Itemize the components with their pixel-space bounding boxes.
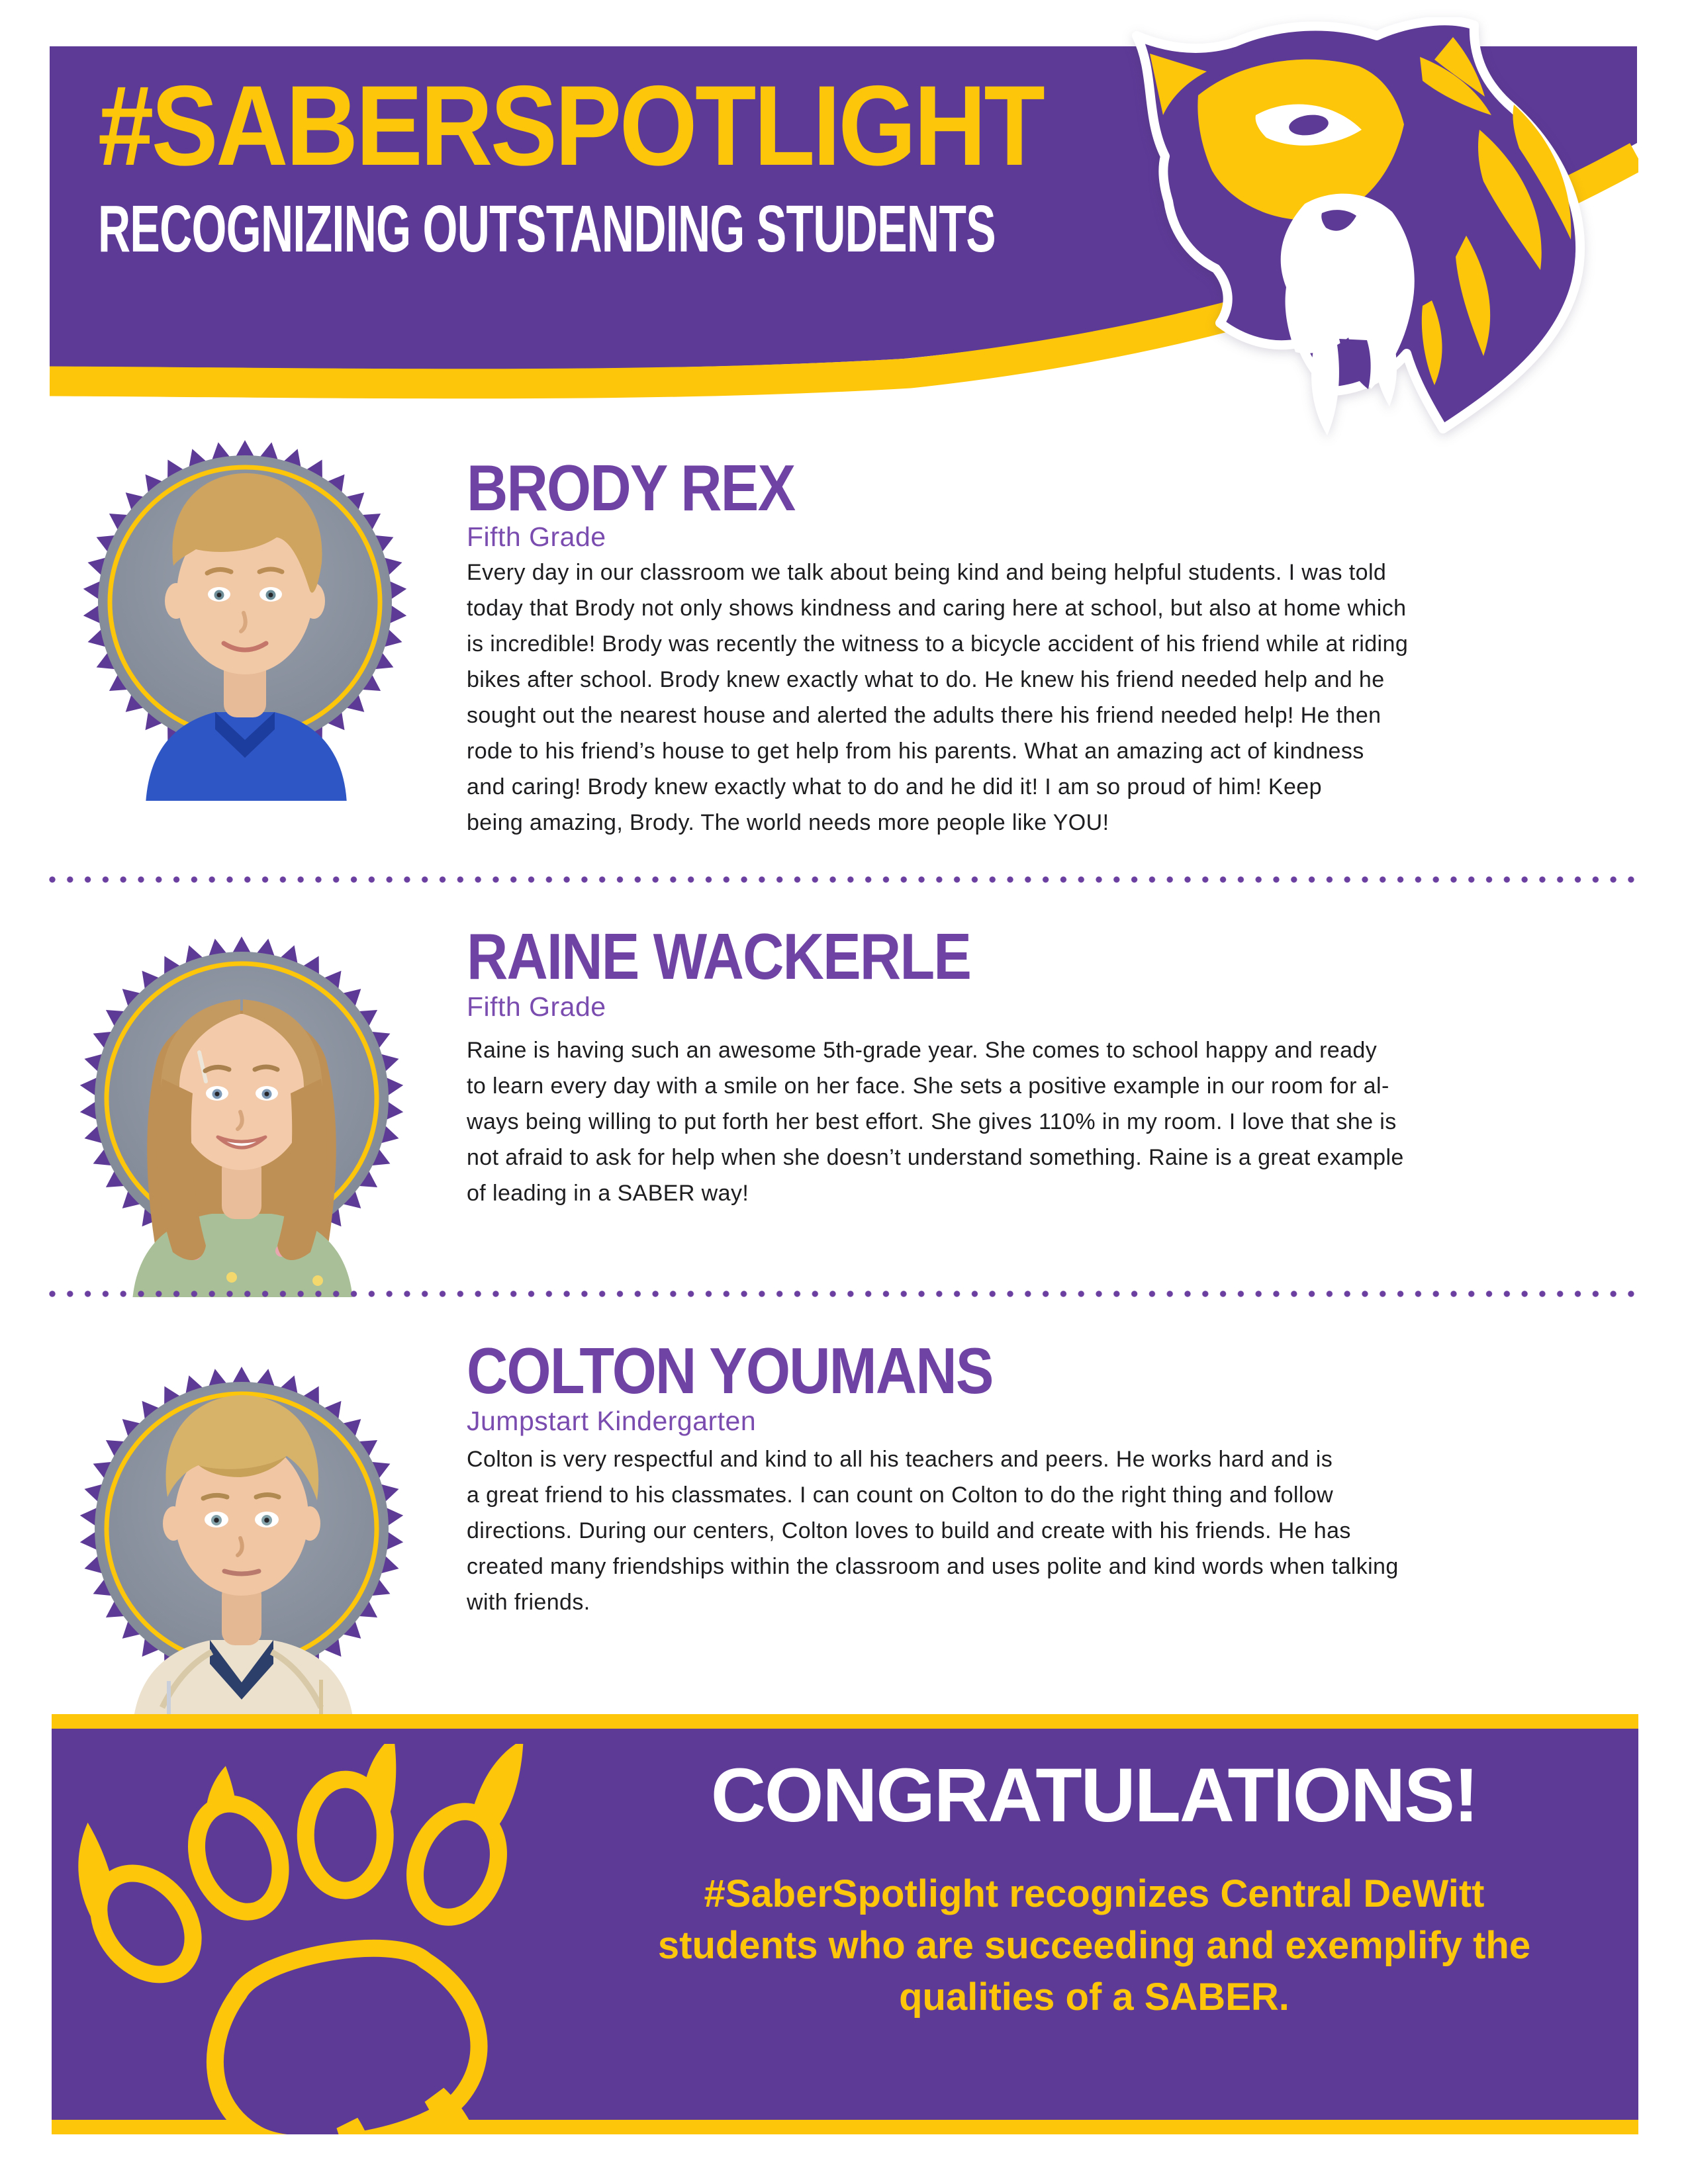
footer-description [555, 1868, 1634, 2023]
text-line: today that Brody not only shows kindness and caring here at school, but also at home which [467, 596, 1407, 621]
page-title [98, 62, 1172, 189]
text-line: a great friend to his classmates. I can count on Colton to do the right thing and follow [467, 1482, 1334, 1508]
student-photo-brody [66, 424, 424, 821]
congratulations-heading [555, 1753, 1634, 1838]
student-grade-raine: Fifth Grade [467, 991, 606, 1022]
student-grade-brody: Fifth Grade [467, 522, 606, 552]
page-subtitle-text: RECOGNIZING OUTSTANDING STUDENTS [98, 192, 996, 266]
student-name-text: BRODY REX [467, 451, 795, 524]
page-subtitle [98, 192, 1418, 266]
text-line: being amazing, Brody. The world needs more people like YOU! [467, 810, 1109, 835]
text-line: bikes after school. Brody knew exactly what to do. He knew his friend needed help and he [467, 667, 1385, 692]
text-line: sought out the nearest house and alerted the adults there his friend needed help! He then [467, 703, 1382, 728]
student-writeup-raine [467, 1032, 1404, 1211]
footer-banner [52, 1714, 1638, 2134]
text-line: created many friendships within the classroom and uses polite and kind words when talking [467, 1554, 1399, 1579]
text-line: is incredible! Brody was recently the witness to a bicycle accident of his friend while at riding [467, 631, 1409, 657]
text-line: rode to his friend’s house to get help from his parents. What an amazing act of kindness [467, 739, 1364, 764]
student-name-raine [467, 920, 1039, 993]
text-line: ways being willing to put forth her best effort. She gives 110% in my room. I love that she is [467, 1109, 1397, 1134]
text-line: Colton is very respectful and kind to all his teachers and peers. He works hard and is [467, 1447, 1333, 1472]
text-line: with friends. [467, 1590, 590, 1615]
paw-print-icon [52, 1744, 637, 2134]
text-line: #SaberSpotlight recognizes Central DeWitt [704, 1872, 1485, 1915]
dotted-divider [49, 1291, 1642, 1297]
text-line: Raine is having such an awesome 5th-grade year. She comes to school happy and ready [467, 1038, 1378, 1063]
footer-message [555, 1714, 1634, 2023]
student-name-brody [467, 451, 839, 524]
text-line: qualities of a SABER. [899, 1976, 1289, 2019]
student-grade-colton: Jumpstart Kindergarten [467, 1406, 757, 1436]
student-photo-raine [63, 920, 420, 1317]
text-line: not afraid to ask for help when she doesn’t understand something. Raine is a great example [467, 1145, 1404, 1170]
page-title-text: #SABERSPOTLIGHT [98, 62, 1043, 189]
text-line: directions. During our centers, Colton loves to build and create with his friends. He has [467, 1518, 1351, 1543]
text-line: students who are succeeding and exemplify the [657, 1924, 1531, 1967]
dotted-divider [49, 876, 1642, 883]
congratulations-text: CONGRATULATIONS! [710, 1753, 1478, 1838]
student-name-colton [467, 1334, 1064, 1407]
text-line: to learn every day with a smile on her face. She sets a positive example in our room for al- [467, 1073, 1389, 1099]
student-writeup-brody [467, 555, 1408, 841]
student-photo-colton [63, 1350, 420, 1747]
student-name-text: RAINE WACKERLE [467, 920, 971, 993]
text-line: of leading in a SABER way! [467, 1181, 749, 1206]
text-line: Every day in our classroom we talk about being kind and being helpful students. I was told [467, 560, 1387, 585]
student-name-text: COLTON YOUMANS [467, 1334, 993, 1407]
text-line: and caring! Brody knew exactly what to do and he did it! I am so proud of him! Keep [467, 774, 1322, 799]
student-writeup-colton [467, 1441, 1399, 1620]
